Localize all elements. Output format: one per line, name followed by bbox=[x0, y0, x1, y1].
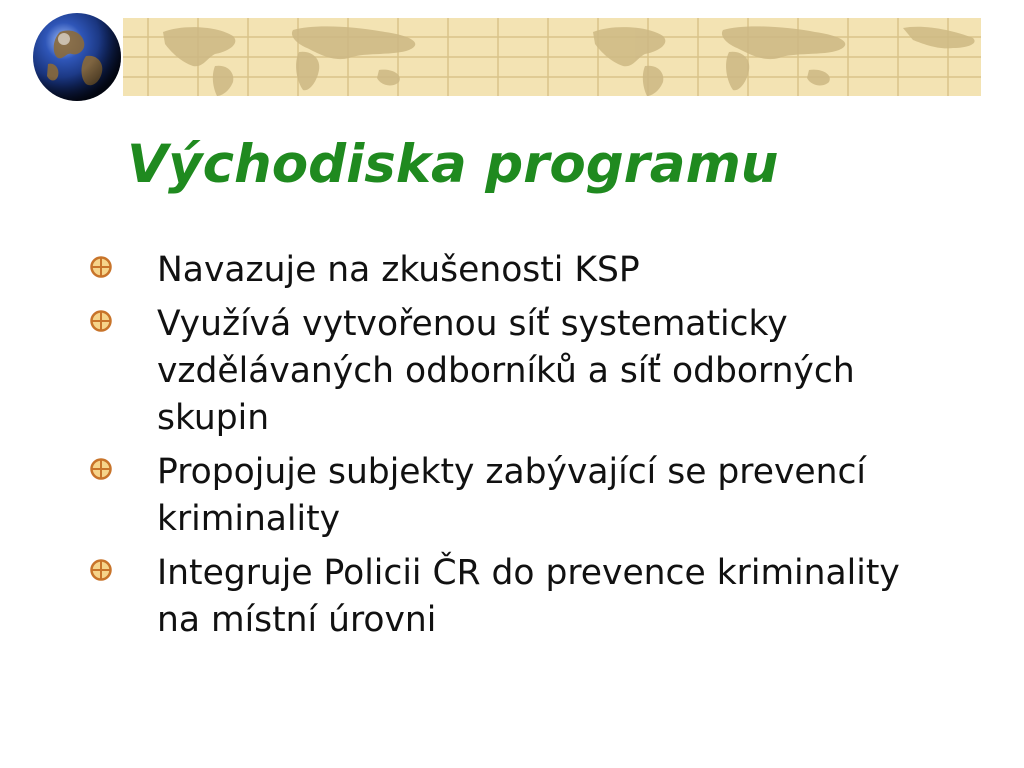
world-map-image bbox=[123, 18, 981, 96]
bullet-list bbox=[90, 247, 990, 651]
bullet-text: Navazuje na zkušenosti KSP bbox=[157, 250, 640, 290]
bullet-item bbox=[90, 247, 990, 294]
bullet-text: Integruje Policii ČR do prevence kriminality na místní úrovni bbox=[157, 553, 900, 640]
globe-icon bbox=[30, 10, 124, 104]
bullet-icon bbox=[90, 256, 112, 278]
bullet-item bbox=[90, 550, 990, 644]
bullet-icon bbox=[90, 458, 112, 480]
bullet-icon bbox=[90, 310, 112, 332]
bullet-icon bbox=[90, 559, 112, 581]
bullet-text: Propojuje subjekty zabývající se prevencí kriminality bbox=[157, 452, 867, 539]
bullet-item bbox=[90, 449, 990, 543]
bullet-text: Využívá vytvořenou síť systematicky vzdělávaných odborníků a síť odborných skupin bbox=[157, 304, 855, 438]
world-map-banner bbox=[123, 18, 981, 96]
bullet-item bbox=[90, 301, 990, 442]
slide-title: Východiska programu bbox=[127, 134, 779, 195]
